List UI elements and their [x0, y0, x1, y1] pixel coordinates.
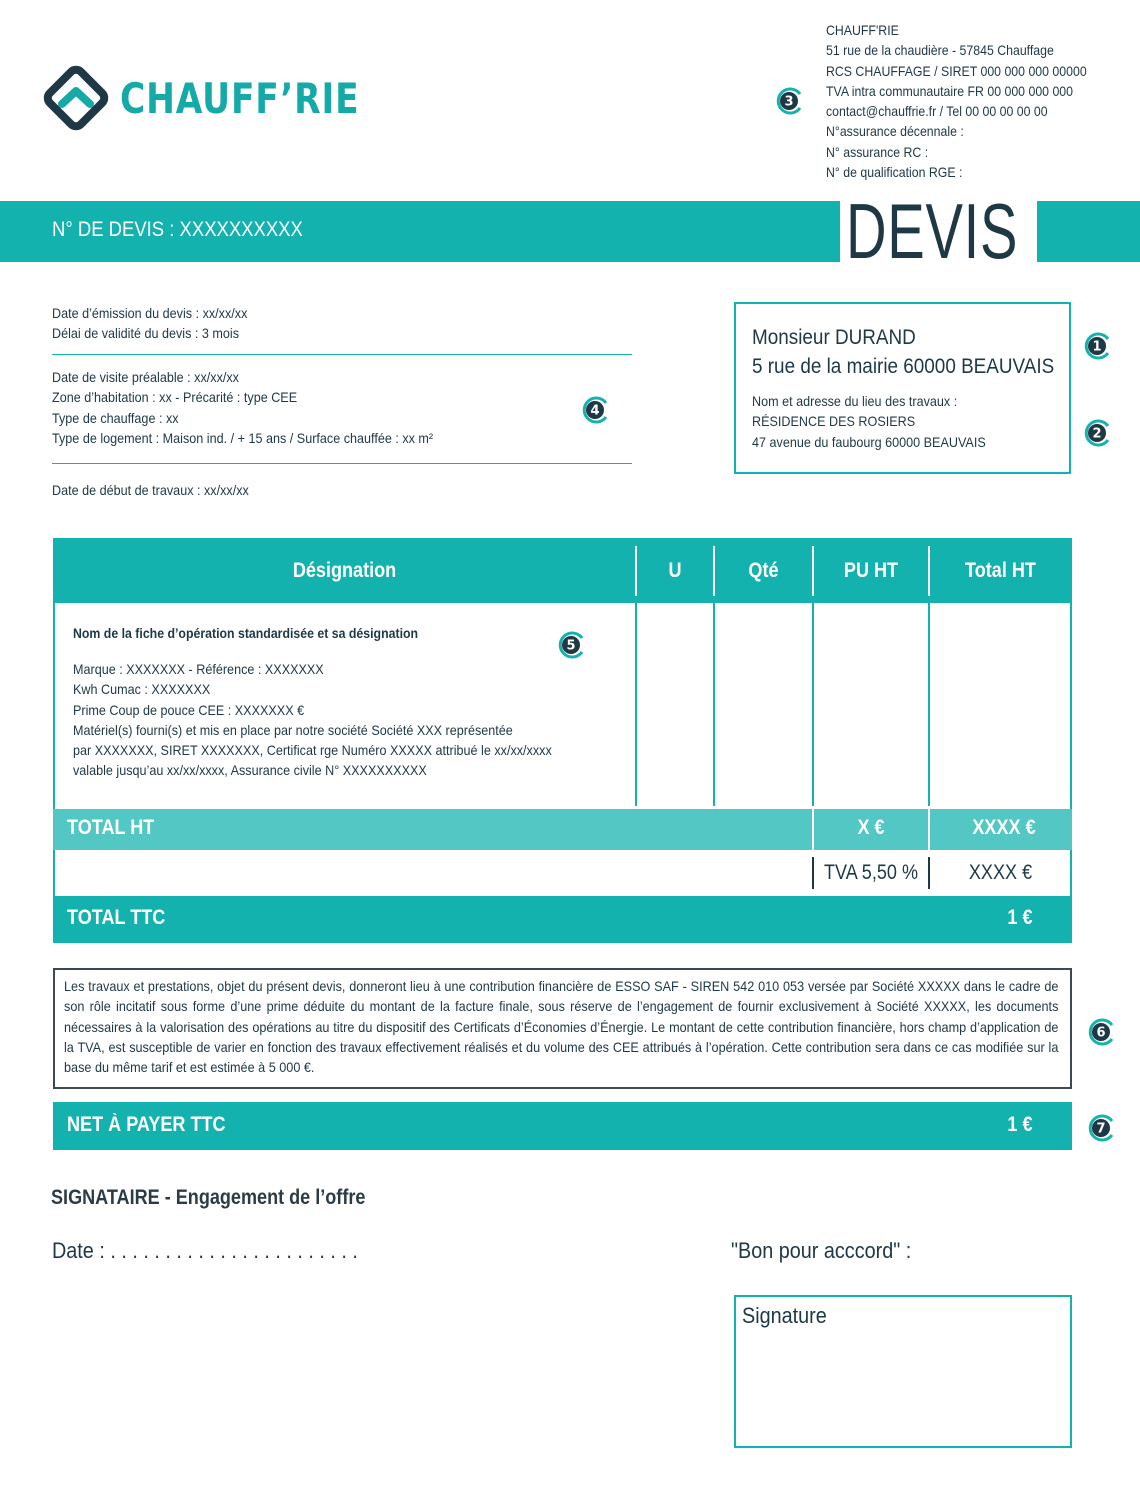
worksite-name: RÉSIDENCE DES ROSIERS	[752, 413, 916, 430]
col-designation: Désignation	[292, 559, 397, 582]
company-info	[826, 20, 1122, 182]
total-ht-unit-price: X €	[857, 816, 885, 839]
net-value: 1 €	[1007, 1113, 1033, 1136]
svg-text:4: 4	[590, 403, 600, 419]
company-line: N°assurance décennale :	[826, 123, 964, 140]
logo-name: CHAUFF’RIE	[120, 74, 360, 123]
client-name: Monsieur DURAND	[752, 326, 916, 349]
column-divider	[812, 857, 814, 889]
column-divider	[812, 546, 814, 596]
divider	[52, 463, 632, 464]
date-field[interactable]: Date : . . . . . . . . . . . . . . . . . . . . . . .	[52, 1238, 358, 1263]
svg-text:5: 5	[566, 638, 576, 654]
legal-text: Les travaux et prestations, objet du présent devis, donneront lieu à une contribution financière de ESSO SAF - SIREN 542 010 053 versée par Société XXXXX dans le cadre de son rôle incitatif sous forme d’une prime déduite du montant de la facture finale, sous réserve de l’engagement de fournir exclusivement à Société XXXXX, les documents nécessaires à la valorisation des opérations au titre du dispositif des Certificats d’Économies d’Énergie. Le montant de cette contribution financière, hors champ d’application de la TVA, est susceptible de varier en fonction des travaux effectivement réalisés et du volume des CEE attribués à l’opération. Cette contribution sera dans ce cas modifiée sur la base du même tarif et est estimée à 5 000 €.	[64, 978, 1059, 1076]
worksite-label: Nom et adresse du lieu des travaux :	[752, 393, 958, 409]
signature-label: Signature	[742, 1303, 827, 1328]
devis-title: DEVIS	[846, 187, 1019, 275]
column-divider	[928, 603, 930, 806]
company-line: RCS CHAUFFAGE / SIRET 000 000 000 00000	[826, 62, 1087, 79]
accord-label: "Bon pour acccord" :	[731, 1238, 912, 1263]
column-divider	[713, 603, 715, 806]
column-divider	[928, 857, 930, 889]
client-address: 5 rue de la mairie 60000 BEAUVAIS	[752, 355, 1055, 378]
column-divider	[635, 546, 637, 596]
col-unit-price: PU HT	[843, 559, 899, 582]
issue-info	[52, 303, 269, 344]
marker-3	[774, 86, 804, 116]
company-line: N° assurance RC :	[826, 143, 929, 160]
housing-type: Type de logement : Maison ind. / + 15 ans / Surface chauffée : xx m²	[52, 429, 434, 446]
marker-1	[1082, 331, 1112, 361]
net-label: NET À PAYER TTC	[67, 1113, 226, 1136]
signataire-heading: SIGNATAIRE - Engagement de l’offre	[51, 1186, 366, 1209]
worksite-address: 47 avenue du faubourg 60000 BEAUVAIS	[752, 433, 986, 450]
company-line: contact@chauffrie.fr / Tel 00 00 00 00 00	[826, 103, 1048, 120]
col-unit: U	[668, 559, 682, 582]
visit-info	[52, 367, 475, 448]
tva-label: TVA 5,50 %	[823, 861, 919, 884]
start-info	[52, 480, 271, 500]
column-divider	[928, 809, 930, 850]
column-divider	[812, 809, 814, 850]
line-detail: Marque : XXXXXXX - Référence : XXXXXXX	[73, 661, 324, 677]
svg-text:6: 6	[1096, 1025, 1106, 1041]
column-divider	[928, 546, 930, 596]
line-details	[73, 659, 605, 781]
svg-text:2: 2	[1092, 426, 1102, 442]
total-ht-label: TOTAL HT	[67, 816, 155, 839]
total-ttc-value: 1 €	[1007, 906, 1033, 929]
marker-6	[1086, 1017, 1116, 1047]
heating-type: Type de chauffage : xx	[52, 409, 179, 426]
svg-text:1: 1	[1092, 339, 1102, 355]
zone-info: Zone d’habitation : xx - Précarité : type CEE	[52, 389, 298, 406]
company-line: N° de qualification RGE :	[826, 164, 963, 181]
line-detail: valable jusqu’au xx/xx/xxxx, Assurance civile N° XXXXXXXXXX	[73, 762, 427, 779]
tva-value: XXXX €	[968, 861, 1033, 884]
company-line: CHAUFF'RIE	[826, 22, 899, 38]
worksite-info	[752, 391, 1012, 452]
line-detail: par XXXXXXX, SIRET XXXXXXX, Certificat rge Numéro XXXXX attribué le xx/xx/xxxx	[73, 742, 552, 759]
svg-text:3: 3	[784, 94, 794, 110]
logo-icon	[40, 62, 112, 134]
line-detail: Matériel(s) fourni(s) et mis en place par notre société Société XXX représentée	[73, 721, 513, 738]
marker-2	[1082, 418, 1112, 448]
divider	[52, 354, 632, 355]
col-qty: Qté	[748, 559, 779, 582]
issue-date: Date d’émission du devis : xx/xx/xx	[52, 305, 248, 321]
marker-7	[1086, 1113, 1116, 1143]
line-detail: Kwh Cumac : XXXXXXX	[73, 681, 211, 698]
marker-4	[580, 395, 610, 425]
devis-number: N° DE DEVIS : XXXXXXXXXX	[52, 218, 303, 241]
visit-date: Date de visite préalable : xx/xx/xx	[52, 369, 239, 385]
company-line: TVA intra communautaire FR 00 000 000 000	[826, 82, 1074, 99]
total-ttc-label: TOTAL TTC	[67, 906, 166, 929]
total-ht-value: XXXX €	[972, 816, 1036, 839]
column-divider	[812, 603, 814, 806]
validity: Délai de validité du devis : 3 mois	[52, 325, 240, 342]
col-total: Total HT	[965, 559, 1036, 582]
line-title: Nom de la fiche d’opération standardisée et sa désignation	[73, 625, 419, 641]
line-detail: Prime Coup de pouce CEE : XXXXXXX €	[73, 701, 305, 718]
column-divider	[635, 603, 637, 806]
company-line: 51 rue de la chaudière - 57845 Chauffage	[826, 42, 1054, 59]
start-date: Date de début de travaux : xx/xx/xx	[52, 482, 249, 498]
column-divider	[713, 546, 715, 596]
total-ttc-row	[53, 896, 1072, 943]
svg-text:7: 7	[1096, 1121, 1106, 1137]
